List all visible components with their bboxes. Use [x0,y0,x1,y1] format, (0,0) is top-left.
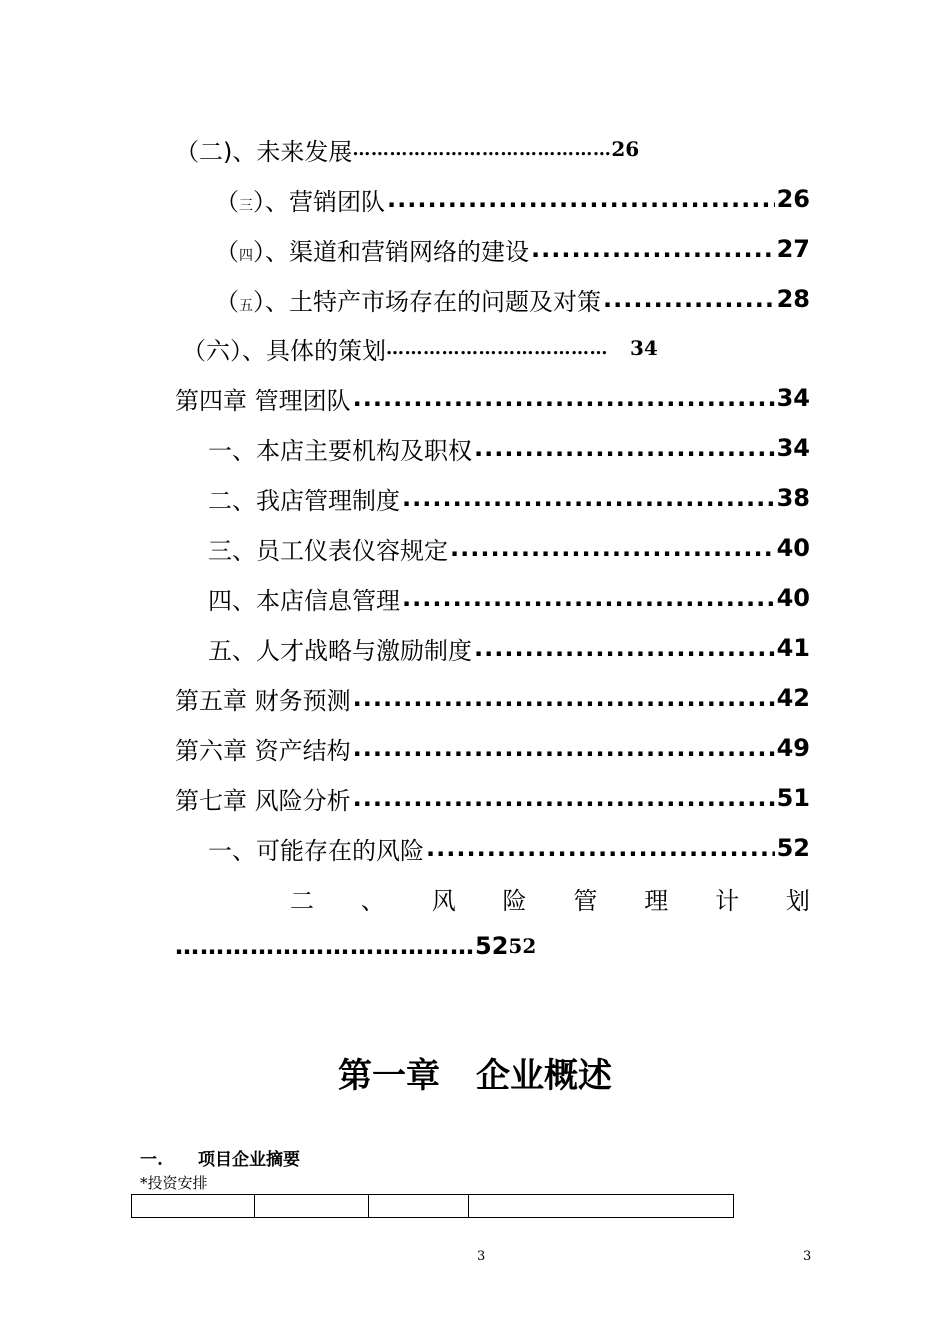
toc-page-number: 34 [776,434,810,462]
investment-table [131,1194,734,1218]
toc-leader [531,235,775,263]
toc-page-number: 34 [776,384,810,412]
toc-leader [387,185,775,213]
toc-page-number: 26 [611,137,640,161]
toc-char: 二 [290,886,314,915]
toc-page-number: 40 [776,534,810,562]
toc-label: （四）、渠道和营销网络的建设 [215,237,529,266]
toc-entry[interactable] [175,780,810,816]
table-cell[interactable] [369,1195,469,1218]
page-number-center: 3 [477,1249,486,1264]
toc-page-number: 40 [776,584,810,612]
toc-leader [474,634,775,662]
toc-entry[interactable] [208,480,810,516]
toc-label: 第六章 资产结构 [175,736,351,765]
toc-page-number: 49 [776,734,810,762]
toc-label: 五、人才战略与激励制度 [208,636,472,665]
toc-entry[interactable] [208,580,810,616]
toc-label: （五）、土特产市场存在的问题及对策 [215,287,601,316]
toc-page-number: 27 [776,235,810,263]
toc-page-number: 28 [776,285,810,313]
toc-page-number: 51 [776,784,810,812]
toc-entry[interactable] [182,330,762,366]
toc-page-number: 52 [475,932,509,960]
toc-entry[interactable] [215,281,810,317]
toc-label: 二、我店管理制度 [208,486,400,515]
toc-page-number: 41 [776,634,810,662]
toc-entry-continuation[interactable] [175,928,536,964]
toc-leader: ……………………………… [175,932,475,960]
chapter-title: 第一章 企业概述 [338,1056,612,1096]
toc-label: 一、可能存在的风险 [208,836,424,865]
toc-char: 计 [715,886,740,915]
table-cell[interactable] [132,1195,255,1218]
toc-page-number: 52 [776,834,810,862]
toc-leader: …………………………………… [352,138,612,160]
toc-entry[interactable] [208,830,810,866]
toc-label: 第五章 财务预测 [175,686,351,715]
toc-entry-spread[interactable] [175,880,810,916]
toc-page-number: 34 [630,336,658,360]
toc-leader [603,285,775,313]
section-title: 项目企业摘要 [198,1150,300,1170]
toc-entry[interactable] [208,430,810,466]
toc-leader [353,784,775,812]
investment-note: *投资安排 [140,1174,208,1192]
toc-leader [402,484,775,512]
toc-char: 险 [502,886,527,915]
toc-leader [353,734,775,762]
toc-page-number: 38 [776,484,810,512]
toc-label: （二)、未来发展 [175,137,353,166]
toc-page-number: 26 [776,185,810,213]
toc-char: 管 [573,886,598,915]
toc-char: 理 [644,886,669,915]
toc-page-number: 42 [776,684,810,712]
toc-leader [353,684,775,712]
toc-label: 三、员工仪表仪容规定 [208,536,448,565]
toc-label: （三）、营销团队 [215,187,385,216]
toc-label: 第七章 风险分析 [175,786,351,815]
table-cell[interactable] [255,1195,369,1218]
toc-char: 划 [785,886,810,915]
toc-label: （六）、具体的策划 [182,336,386,365]
toc-leader [353,384,775,412]
toc-page-number: 52 [508,934,537,958]
toc-leader [426,834,775,862]
toc-entry[interactable] [175,680,810,716]
table-cell[interactable] [469,1195,734,1218]
toc-entry[interactable] [208,630,810,666]
section-heading [140,1145,300,1170]
toc-entry[interactable] [208,530,810,566]
toc-entry[interactable] [215,231,810,267]
table-row [132,1195,734,1218]
toc-leader [402,584,775,612]
toc-leader: ……………………………… [386,337,608,359]
toc-label: 一、本店主要机构及职权 [208,436,472,465]
toc-entry[interactable] [215,181,810,217]
toc-char: 、 [360,886,385,915]
toc-leader [450,534,775,562]
section-number: 一. [140,1150,163,1170]
toc-char: 风 [431,886,456,915]
page-number-right: 3 [803,1249,812,1264]
toc-leader [474,434,775,462]
toc-entry[interactable] [175,380,810,416]
toc-label: 第四章 管理团队 [175,386,351,415]
toc-label: 四、本店信息管理 [208,586,400,615]
toc-entry[interactable] [175,730,810,766]
toc-entry[interactable] [175,131,639,167]
